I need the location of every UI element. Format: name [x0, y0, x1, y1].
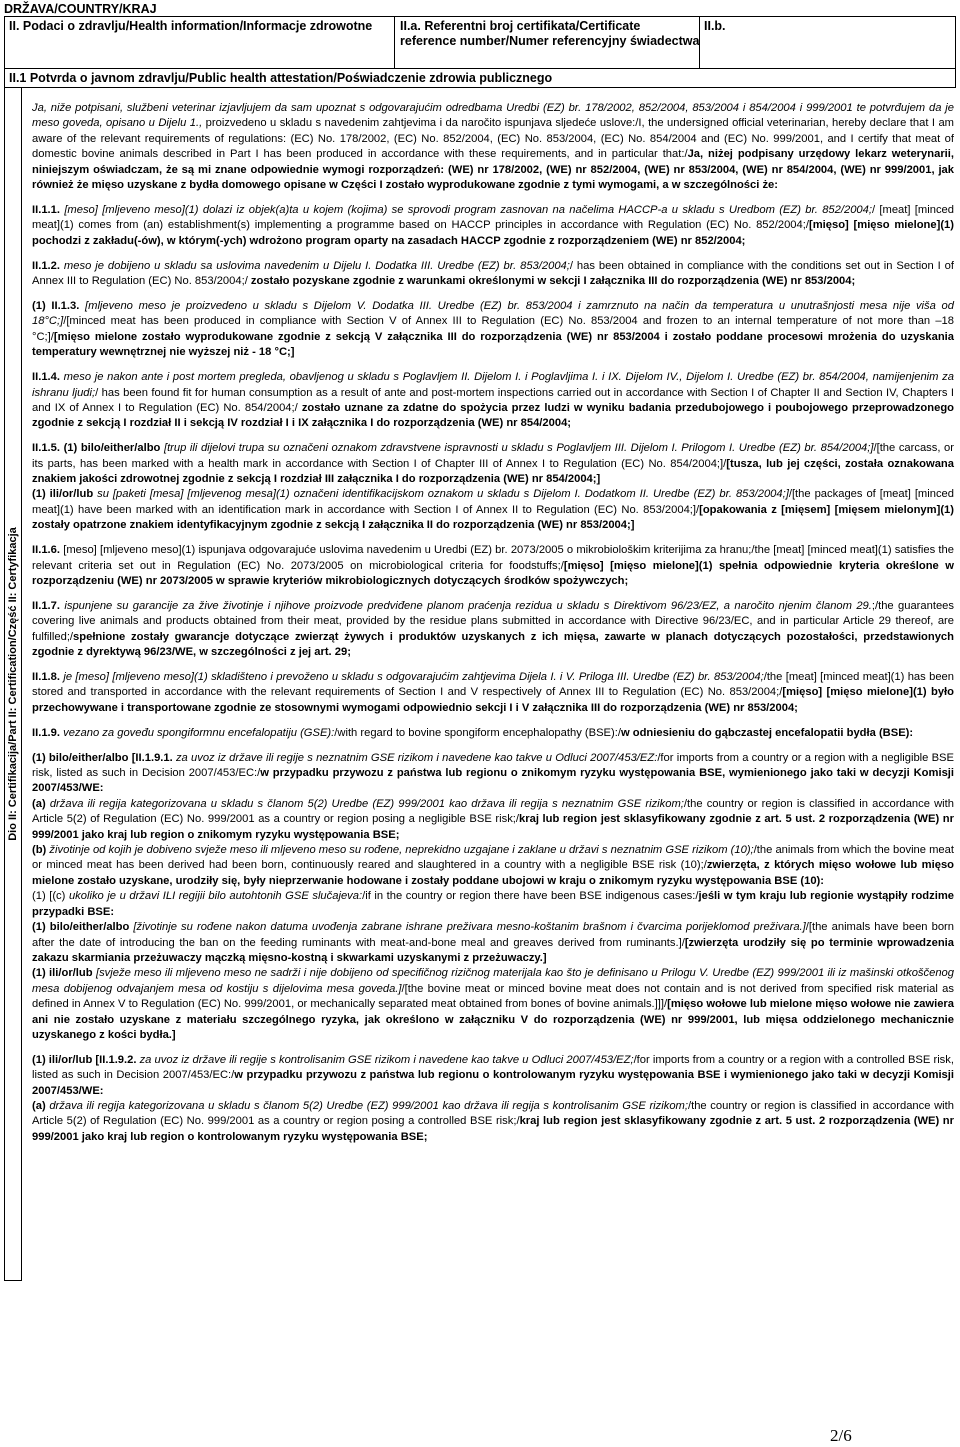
clause-1-1-7: II.1.7. ispunjene su garancije za žive životinje i njihove proizvode predviđene planom praćenja rezidua u skladu s Direktivom 96/23/EZ, a naročito njenim članom 29.;/the guarantees covering live animals and products obtained from their meat, provided by the residue plans submitted in accordance with Directive 96/23/EC, and in particular Article 29 thereof, are fulfilled;/spełnione zostały gwarancje dotyczące zwierząt żywych i produktów uzyskanych z ich mięsa, zawarte w planach dotyczących pozostałości, przedstawionych zgodnie z dyrektywą 96/23/WE, w szczególności z jej art. 29; — [32, 599, 954, 659]
clause-1-1-6: II.1.6. [meso] [mljeveno meso](1) ispunjava odgovarajuće uslovima navedenim u Uredbi (EZ) br. 2073/2005 o mikrobiološkim kriterijima za hranu;/the [meat] [minced meat](1) satisfies the relevant criteria set out in Regulation (EC) No. 2073/2005 on microbiological criteria for foodstuffs;/[mięso] [mięso mielone](1) spełnia odpowiednie kryteria określone w rozporządzeniu (WE) nr 2073/2005 w sprawie kryteriów mikrobiologicznych dotyczących środków spożywczych; — [32, 544, 954, 587]
intro-paragraph: Ja, niže potpisani, službeni veterinar izjavljujem da sam upoznat s odgovarajućim odredbama Uredbi (EZ) br. 178/2002, 852/2004, 853/2004 i 854/2004 i 999/2001 te potvrđujem da je meso goveda, opisano u Dijelu 1., proizvedeno u skladu s navedenim zahtjevima i da naročito ispunjava sljedeće uslove:/I, the undersigned official veterinarian, hereby declare that I am aware of the relevant requirements of regulations: (EC) No. 178/2002, (EC) No. 852/2004, (EC) No. 853/2004, (EC) No. 854/2004 and (EC) No. 999/2001, and I certify that meat of domestic bovine animals described in Part I has been produced in accordance with these requirements, and in particular that:/Ja, niżej podpisany urzędowy lekarz weterynarii, niniejszym oświadczam, że są mi znane odpowiednie wymogi rozporządzeń: (WE) nr 178/2002, (WE) nr 852/2004, (WE) nr 853/2004, (WE) nr 854/2004, (WE) nr 999/2001, jak również że mięso uzyskane z bydła domowego opisane w Części I zostało wyprodukowane zgodnie z tymi wymogami, a w szczególności że: — [32, 102, 954, 192]
clause-1-1-9-1: (1) bilo/either/albo [II.1.9.1. za uvoz iz države ili regije s neznatnim GSE rizikom i navedene kao takve u Odluci 2007/453/EZ:/for imports from a country or a region with a negligible BSE risk, listed as such in Decision 2007/453/EC:/w przypadku przywozu z państwa lub regionu o znikomym ryzyku występowania BSE, wymienionego jako taki w decyzji Komisji 2007/453/WE: — [32, 751, 955, 795]
certificate-body — [32, 101, 954, 1155]
clause-1-1-9-1-e: (1) ili/or/lub [svježe meso ili mljeveno meso ne sadrži i nije dobijeno od specifičnog rizičnog materijala kao što je definisano u Prilogu V. Uredbe (EZ) 999/2001 ili iz mašinski otkoščenog mesa dobijenog odvajanjem mesa od kostiju s dijelovima mesa goveda.]/[the bovine meat or minced bovine meat does not contain and is not derived from specified risk material as defined in Annex V to Regulation (EC) No. 999/2001, or mechanically separated meat obtained from bones of bovine animals.]]]/[mięso wołowe lub mielone mięso wołowe nie zawiera ani nie zostało uzyskane z materiału szczególnego ryzyka, jak określono w załączniku V do rozporządzenia (WE) nr 999/2001, lub mięsa oddzielonego mechanicznie uzyskanego z kości bydła.] — [32, 967, 954, 1041]
clause-1-1-1: II.1.1. [meso] [mljeveno meso](1) dolazi iz objek(a)ta u kojem (kojima) se sprovodi program zasnovan na načelima HACCP-a u skladu s Uredbom (EZ) br. 852/2004;/ [meat] [minced meat](1) comes from (an) establishment(s) implementing a programme based on HACCP principles in accordance with Regulation (EC) No. 852/2004;/[mięso] [mięso mielone](1) pochodzi z zakładu(-ów), w którym(-ych) wdrożono program oparty na zasadach HACCP zgodnie z rozporządzeniem (WE) nr 852/2004; — [32, 203, 955, 247]
clause-1-1-9-1-a: (a) država ili regija kategorizovana u skladu s članom 5(2) Uredbe (EZ) 999/2001 kao država ili regija s neznatnim GSE rizikom;/the country or region is classified in accordance with Article 5(2) of Regulation (EC) No. 999/2001 as a country or region posing a negligible BSE risk;/kraj lub region jest sklasyfikowany zgodnie z art. 5 ust. 2 rozporządzenia (WE) nr 999/2001 jako kraj lub region o znikomym ryzyku występowania BSE; — [32, 797, 954, 841]
header-divider — [5, 68, 955, 69]
clause-1-1-8: II.1.8. je [meso] [mljeveno meso](1) skladišteno i prevoženo u skladu s odgovarajućim zahtjevima Dijela I. i V. Priloga III. Uredbe (EZ) br. 853/2004;/the [meat] [minced meat](1) has been stored and transported in accordance with the relevant requirements of Section I and V respectively of Annex III to Regulation (EC) No. 853/2004;/[mięso] [mięso mielone](1) było przechowywane i transportowane zgodnie ze stosownymi wymogami odpowiednio sekcji I i V załącznika III do rozporządzenia (WE) nr 853/2004; — [32, 671, 954, 714]
iib-label: II.b. — [704, 19, 726, 33]
clause-1-1-9: II.1.9. vezano za goveđu spongiformnu encefalopatiju (GSE):/with regard to bovine spongiform encephalopathy (BSE):/w odniesieniu do gąbczastej encefalopatii bydła (BSE): — [32, 726, 914, 739]
clause-1-1-9-1-d: (1) bilo/either/albo [životinje su rođene nakon datuma uvođenja zabrane ishrane preživara mesno-koštanim brašnom i čvarcima porijeklomod preživara.]/[the animals have been born after the date of introducing the ban on the feeding ruminants with meat-and-bone meal and greaves derived from ruminants.]/[zwierzęta urodziły się po terminie wprowadzenia zakazu skarmiania przeżuwaczy mączką mięsno-kostną i skwarkami uzyskanymi z przeżuwaczy.] — [32, 921, 954, 964]
attestation-title: II.1 Potvrda o javnom zdravlju/Public health attestation/Poświadczenie zdrowia publicznego — [9, 71, 553, 85]
part-sidebar — [4, 88, 22, 1281]
clause-1-1-9-1-b: (b) životinje od kojih je dobiveno svježe meso ili mljeveno meso su rođene, neprekidno uzgajane i zaklane u državi s neznatnim GSE rizikom (10);/the animals from which the bovine meat or minced meat has been derived had been born, continuously reared and slaughtered in a country with a negligible BSE risk (10);/zwierzęta, z których mięso wołowe lub mięso mielone zostało uzyskane, urodziły się, były nieprzerwanie hodowane i zostały poddane ubojowi w kraju o znikomym ryzyku występowania BSE (10): — [32, 844, 954, 887]
clause-1-1-2: II.1.2. meso je dobijeno u skladu sa uslovima navedenim u Dijelu I. Dodatka III. Uredbe (EZ) br. 853/2004;/ has been obtained in compliance with the conditions set out in Section I of Annex III to Regulation (EC) No. 853/2004;/ zostało pozyskane zgodnie z warunkami określonymi w sekcji I załącznika III do rozporządzenia (WE) nr 853/2004; — [32, 259, 955, 288]
header-divider — [699, 17, 700, 68]
country-label: DRŽAVA/COUNTRY/KRAJ — [4, 2, 157, 16]
certificate-header — [4, 16, 956, 88]
health-info-label: II. Podaci o zdravlju/Health information/Informacje zdrowotne — [9, 19, 373, 33]
certificate-reference-label: II.a. Referentni broj certifikata/Certificate reference number/Numer referencyjny świadectwa — [400, 19, 700, 48]
header-divider — [394, 17, 395, 68]
sidebar-label: Dio II: Certifikacija/Part II: Certification/Część II: Certyfikacja — [7, 527, 19, 841]
clause-1-1-4: II.1.4. meso je nakon ante i post mortem pregleda, obavljenog u skladu s Poglavljem II. Dijelom I. i Poglavljima I. i IX. Dijelom IV., Dijelom I. Uredbe (EZ) br. 854/2004, namijenjenim za ishranu ljudi;/ has been found fit for human consumption as a result of ante and post-mortem inspections carried out in accordance with Section I of Chapter II and Section IV, Chapters I and IX of Annex I to Regulation (EC) No. 854/2004;/ zostało uznane za zdatne do spożycia przez ludzi w wyniku badania przedubojowego i poubojowego przeprowadzonego zgodnie z sekcją I rozdział II i sekcją IV rozdział I i IX załącznika I do rozporządzenia (WE) nr 854/2004; — [32, 371, 954, 430]
clause-1-1-5: II.1.5. (1) bilo/either/albo [trup ili dijelovi trupa su označeni oznakom zdravstvene ispravnosti u skladu s Poglavljem III. Dijelom I. Prilogom I. Uredbe (EZ) br. 854/2004;]/[the carcass, or its parts, has been marked with a health mark in accordance with Section I of Chapter III of Annex I to Regulation (EC) No. 854/2004;]/[tusza, lub jej części, została oznakowana znakiem jakości zdrowotnej zgodnie z sekcją I rozdział III załącznika I do rozporządzenia (WE) nr 854/2004;] — [32, 442, 955, 486]
clause-1-1-9-2-a: (a) država ili regija kategorizovana u skladu s članom 5(2) Uredbe (EZ) 999/2001 kao država ili regija s kontrolisanim GSE rizikom;/the country or region is classified in accordance with Article 5(2) of Regulation (EC) No. 999/2001 as a country or region posing a controlled BSE risk;/kraj lub region jest sklasyfikowany zgodnie z art. 5 ust. 2 rozporządzenia (WE) nr 999/2001 jako kraj lub region o kontrolowanym ryzyku występowania BSE; — [32, 1100, 954, 1143]
clause-1-1-9-2: (1) ili/or/lub [II.1.9.2. za uvoz iz države ili regije s kontrolisanim GSE rizikom i navedene kao takve u Odluci 2007/453/EZ;/for imports from a country or a region with a controlled BSE risk, listed as such in Decision 2007/453/EC:/w przypadku przywozu z państwa lub regionu o kontrolowanym ryzyku występowania BSE i wymienionego jako taki w decyzji Komisji 2007/453/WE: — [32, 1053, 954, 1097]
clause-1-1-9-1-c: (1) [(c) ukoliko je u državi ILI regijii bilo autohtonih GSE slučajeva:/if in the country or region there have been BSE indigenous cases:/jeśli w tym kraju lub regionie wystąpiły rodzime przypadki BSE: — [32, 890, 955, 918]
clause-1-1-3: (1) II.1.3. [mljeveno meso je proizvedeno u skladu s Dijelom V. Dodatka III. Uredbe (EZ) br. 853/2004 i zamrznuto na način da temperatura u unutrašnjosti mesa nije viša od 18°C;]/[minced meat has been produced in compliance with Section V of Annex III to Regulation (EC) No. 853/2004 and frozen to an internal temperature of not more than –18 °C;]/[mięso mielone zostało wyprodukowane zgodnie z sekcją V załącznika III do rozporządzenia (WE) nr 853/2004 i zostało poddane procesowi mrożenia do uzyskania temperatury wewnętrznej nie wyższej niż - 18 °C;] — [32, 299, 954, 359]
clause-1-1-5-alt: (1) ili/or/lub su [paketi [mesa] [mljevenog mesa](1) označeni identifikacijskom oznakom u skladu s Dijelom I. Dodatkom II. Uredbe (EZ) br. 853/2004;]/[the packages of [meat] [minced meat](1) have been marked with an identification mark in accordance with Section I of Annex II to Regulation (EC) No. 853/2004;]/[opakowania z [mięsem] [mięsem mielonym](1) zostały opatrzone znakiem identyfikacyjnym zgodnie z sekcją I załącznika II do rozporządzenia (WE) nr 853/2004;] — [32, 488, 954, 532]
page-number: 2/6 — [830, 1426, 852, 1445]
